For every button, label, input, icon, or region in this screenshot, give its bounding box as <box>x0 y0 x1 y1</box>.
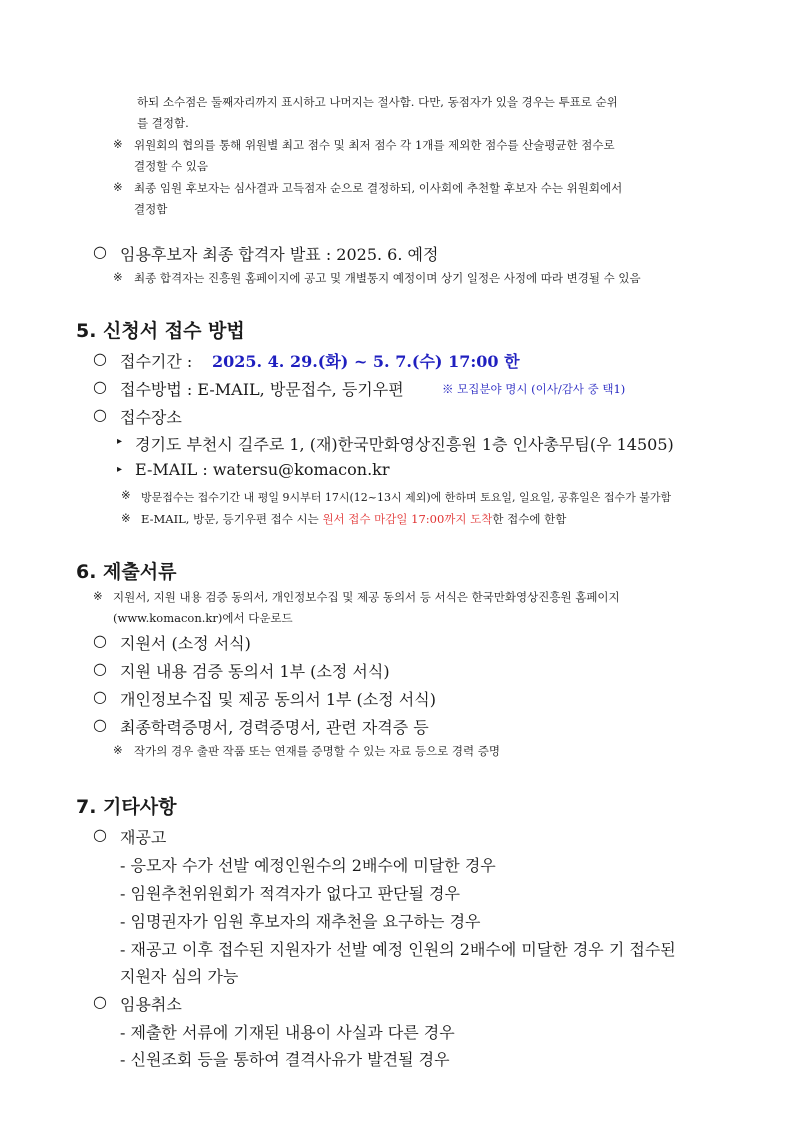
forms-note: (www.komacon.kr)에서 다운로드 <box>113 611 293 625</box>
visit-note: 방문접수는 접수기간 내 평일 9시부터 17시(12~13시 제외)에 한하며 토요일, 일요일, 공휴일은 접수가 불가함 <box>141 491 672 504</box>
continuation-line: 하되 소수점은 둘째자리까지 표시하고 나머지는 절사함. 다만, 동점자가 있을 경우는 투표로 순위 <box>137 95 618 109</box>
triangle-bullet-icon: ▸ <box>117 464 123 475</box>
period-value: 2025. 4. 29.(화) ~ 5. 7.(수) 17:00 한 <box>212 352 520 371</box>
repost-item-cont: 지원자 심의 가능 <box>120 967 239 986</box>
section-7-title: 7. 기타사항 <box>76 796 177 818</box>
note-mark-icon: ※ <box>121 511 131 525</box>
circle-bullet-icon: ○ <box>93 715 107 734</box>
career-note: 작가의 경우 출판 작품 또는 연재를 증명할 수 있는 자료 등으로 경력 증명 <box>134 744 501 758</box>
deadline-note <box>141 511 566 527</box>
repost-label: 재공고 <box>120 828 167 847</box>
circle-bullet-icon: ○ <box>93 349 107 368</box>
note-mark-icon: ※ <box>93 589 103 603</box>
announce-text: 임용후보자 최종 합격자 발표 : 2025. 6. 예정 <box>120 245 439 264</box>
circle-bullet-icon: ○ <box>93 825 107 844</box>
section-5-title: 5. 신청서 접수 방법 <box>76 320 245 342</box>
note-mark-icon: ※ <box>113 743 123 757</box>
continuation-line: 를 결정함. <box>137 116 189 130</box>
doc-item: 지원서 (소정 서식) <box>120 634 251 653</box>
email-line: E-MAIL : watersu@komacon.kr <box>135 460 390 479</box>
doc-item: 지원 내용 검증 동의서 1부 (소정 서식) <box>120 662 390 681</box>
deadline-note-red: 원서 접수 마감일 17:00까지 도착 <box>322 512 493 526</box>
triangle-bullet-icon: ▸ <box>117 436 123 447</box>
cancel-item: - 제출한 서류에 기재된 내용이 사실과 다른 경우 <box>120 1023 455 1042</box>
note-mark-icon: ※ <box>113 180 123 194</box>
repost-item: - 응모자 수가 선발 예정인원수의 2배수에 미달한 경우 <box>120 856 496 875</box>
note-mark-icon: ※ <box>113 270 123 284</box>
note-text: 결정함 <box>134 202 168 216</box>
cancel-item: - 신원조회 등을 통하여 결격사유가 발견될 경우 <box>120 1050 450 1069</box>
method-note: ※ 모집분야 명시 (이사/감사 중 택1) <box>442 382 626 396</box>
place-address: 경기도 부천시 길주로 1, (재)한국만화영상진흥원 1층 인사총무팀(우 14505) <box>135 435 674 454</box>
place-label: 접수장소 <box>120 408 182 427</box>
circle-bullet-icon: ○ <box>93 631 107 650</box>
repost-item: - 재공고 이후 접수된 지원자가 선발 예정 인원의 2배수에 미달한 경우 기 접수된 <box>120 940 676 959</box>
circle-bullet-icon: ○ <box>93 405 107 424</box>
doc-item: 최종학력증명서, 경력증명서, 관련 자격증 등 <box>120 718 429 737</box>
circle-bullet-icon: ○ <box>93 377 107 396</box>
circle-bullet-icon: ○ <box>93 992 107 1011</box>
repost-item: - 임원추천위원회가 적격자가 없다고 판단될 경우 <box>120 884 460 903</box>
repost-item: - 임명권자가 임원 후보자의 재추천을 요구하는 경우 <box>120 912 481 931</box>
doc-item: 개인정보수집 및 제공 동의서 1부 (소정 서식) <box>120 690 436 709</box>
announce-note: 최종 합격자는 진흥원 홈페이지에 공고 및 개별통지 예정이며 상기 일정은 사정에 따라 변경될 수 있음 <box>134 271 641 285</box>
note-text: 위원회의 협의를 통해 위원별 최고 점수 및 최저 점수 각 1개를 제외한 점수를 산술평균한 점수로 <box>134 138 615 152</box>
note-text: 최종 임원 후보자는 심사결과 고득점자 순으로 결정하되, 이사회에 추천할 후보자 수는 위원회에서 <box>134 181 623 195</box>
deadline-note-a: E-MAIL, 방문, 등기우편 접수 시는 <box>141 512 319 526</box>
deadline-note-b: 한 접수에 한함 <box>492 512 567 526</box>
method-label: 접수방법 : E-MAIL, 방문접수, 등기우편 <box>120 380 404 399</box>
circle-bullet-icon: ○ <box>93 659 107 678</box>
circle-bullet-icon: ○ <box>93 242 107 261</box>
period-label: 접수기간 : <box>120 352 193 371</box>
forms-note: 지원서, 지원 내용 검증 동의서, 개인정보수집 및 제공 동의서 등 서식은 한국만화영상진흥원 홈페이지 <box>113 590 620 604</box>
cancel-label: 임용취소 <box>120 995 182 1014</box>
note-mark-icon: ※ <box>121 488 131 502</box>
section-6-title: 6. 제출서류 <box>76 561 177 583</box>
note-mark-icon: ※ <box>113 137 123 151</box>
circle-bullet-icon: ○ <box>93 687 107 706</box>
note-text: 결정할 수 있음 <box>134 159 208 173</box>
